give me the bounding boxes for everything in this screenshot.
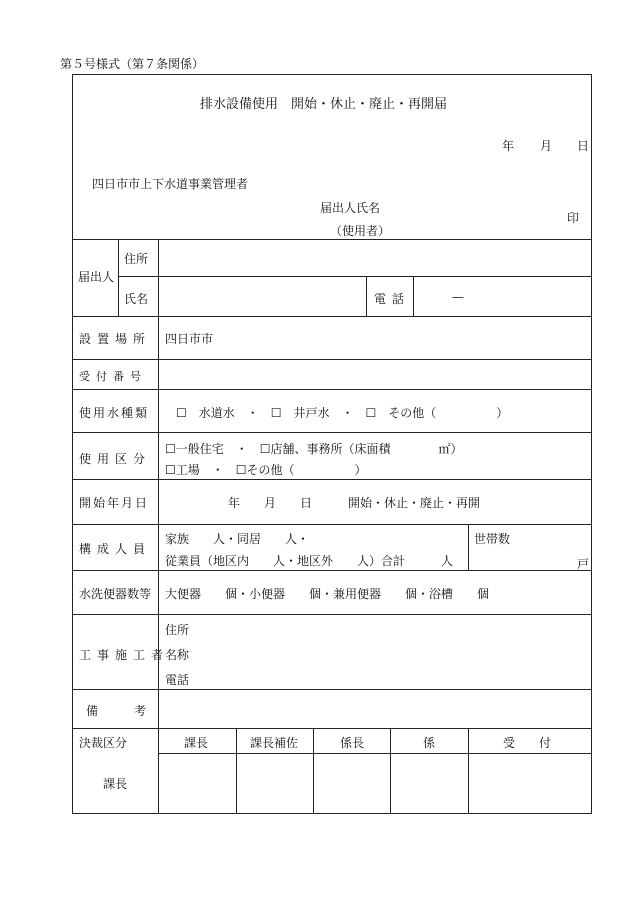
households-unit: 戸 [577, 557, 590, 571]
start-date-value: 年 月 日 開始・休止・廃止・再開 [228, 496, 481, 510]
toilets-value: 大便器 個・小便器 個・兼用便器 個・浴槽 個 [165, 587, 490, 601]
date-day: 日 [577, 139, 590, 153]
approval-header-subsection-chief: 係長 [340, 736, 365, 750]
approval-header-section-chief: 課長 [184, 736, 209, 750]
usage-line1: ☐一般住宅 ・ ☐店舗、事務所（床面積 ㎡） [165, 442, 463, 456]
members-line2: 従業員（地区内 人・地区外 人）合計 人 [165, 554, 454, 568]
approval-header-staff: 係 [423, 736, 436, 750]
contractor-label: 工事施工者 [79, 648, 170, 662]
members-line1: 家族 人・同居 人・ [165, 532, 310, 546]
location-label: 設置場所 [79, 332, 152, 346]
contractor-address: 住所 [165, 623, 190, 637]
form-number: 第５号様式（第７条関係） [60, 57, 205, 71]
approval-header-deputy-chief: 課長補佐 [250, 736, 299, 750]
name-label: 氏名 [124, 292, 149, 306]
approval-header-reception: 受 付 [503, 736, 552, 750]
notifier-label: 届出人 [78, 270, 115, 284]
households-label: 世帯数 [474, 532, 511, 546]
start-date-label: 開始年月日 [79, 496, 150, 510]
date-month: 月 [540, 139, 553, 153]
water-type-label: 使用水種類 [79, 406, 150, 420]
phone-dash: — [452, 290, 464, 304]
applicant-name-label: 届出人氏名 [320, 201, 381, 215]
applicant-user-label: （使用者） [330, 224, 391, 238]
contractor-name: 名称 [165, 648, 190, 662]
members-label: 構成人員 [79, 542, 152, 556]
form-title: 排水設備使用 開始・休止・廃止・再開届 [200, 97, 448, 112]
toilets-label: 水洗便器数等 [79, 587, 152, 601]
phone-label: 電話 [374, 292, 411, 306]
address-label: 住所 [124, 252, 149, 266]
approval-row-label: 課長 [103, 777, 128, 791]
date-year: 年 [502, 139, 515, 153]
location-value: 四日市市 [165, 332, 214, 346]
remarks-label: 備 考 [86, 704, 147, 718]
receipt-label: 受付番号 [79, 370, 147, 383]
usage-line2: ☐工場 ・ ☐その他（ ） [165, 463, 367, 477]
addressee: 四日市市上下水道事業管理者 [92, 177, 249, 191]
approval-label: 決裁区分 [79, 736, 128, 750]
water-type-value: ☐ 水道水 ・ ☐ 井戸水 ・ ☐ その他（ ） [176, 406, 509, 420]
seal-mark: 印 [567, 211, 580, 225]
contractor-phone: 電話 [165, 673, 190, 687]
usage-label: 使用区分 [79, 452, 152, 466]
